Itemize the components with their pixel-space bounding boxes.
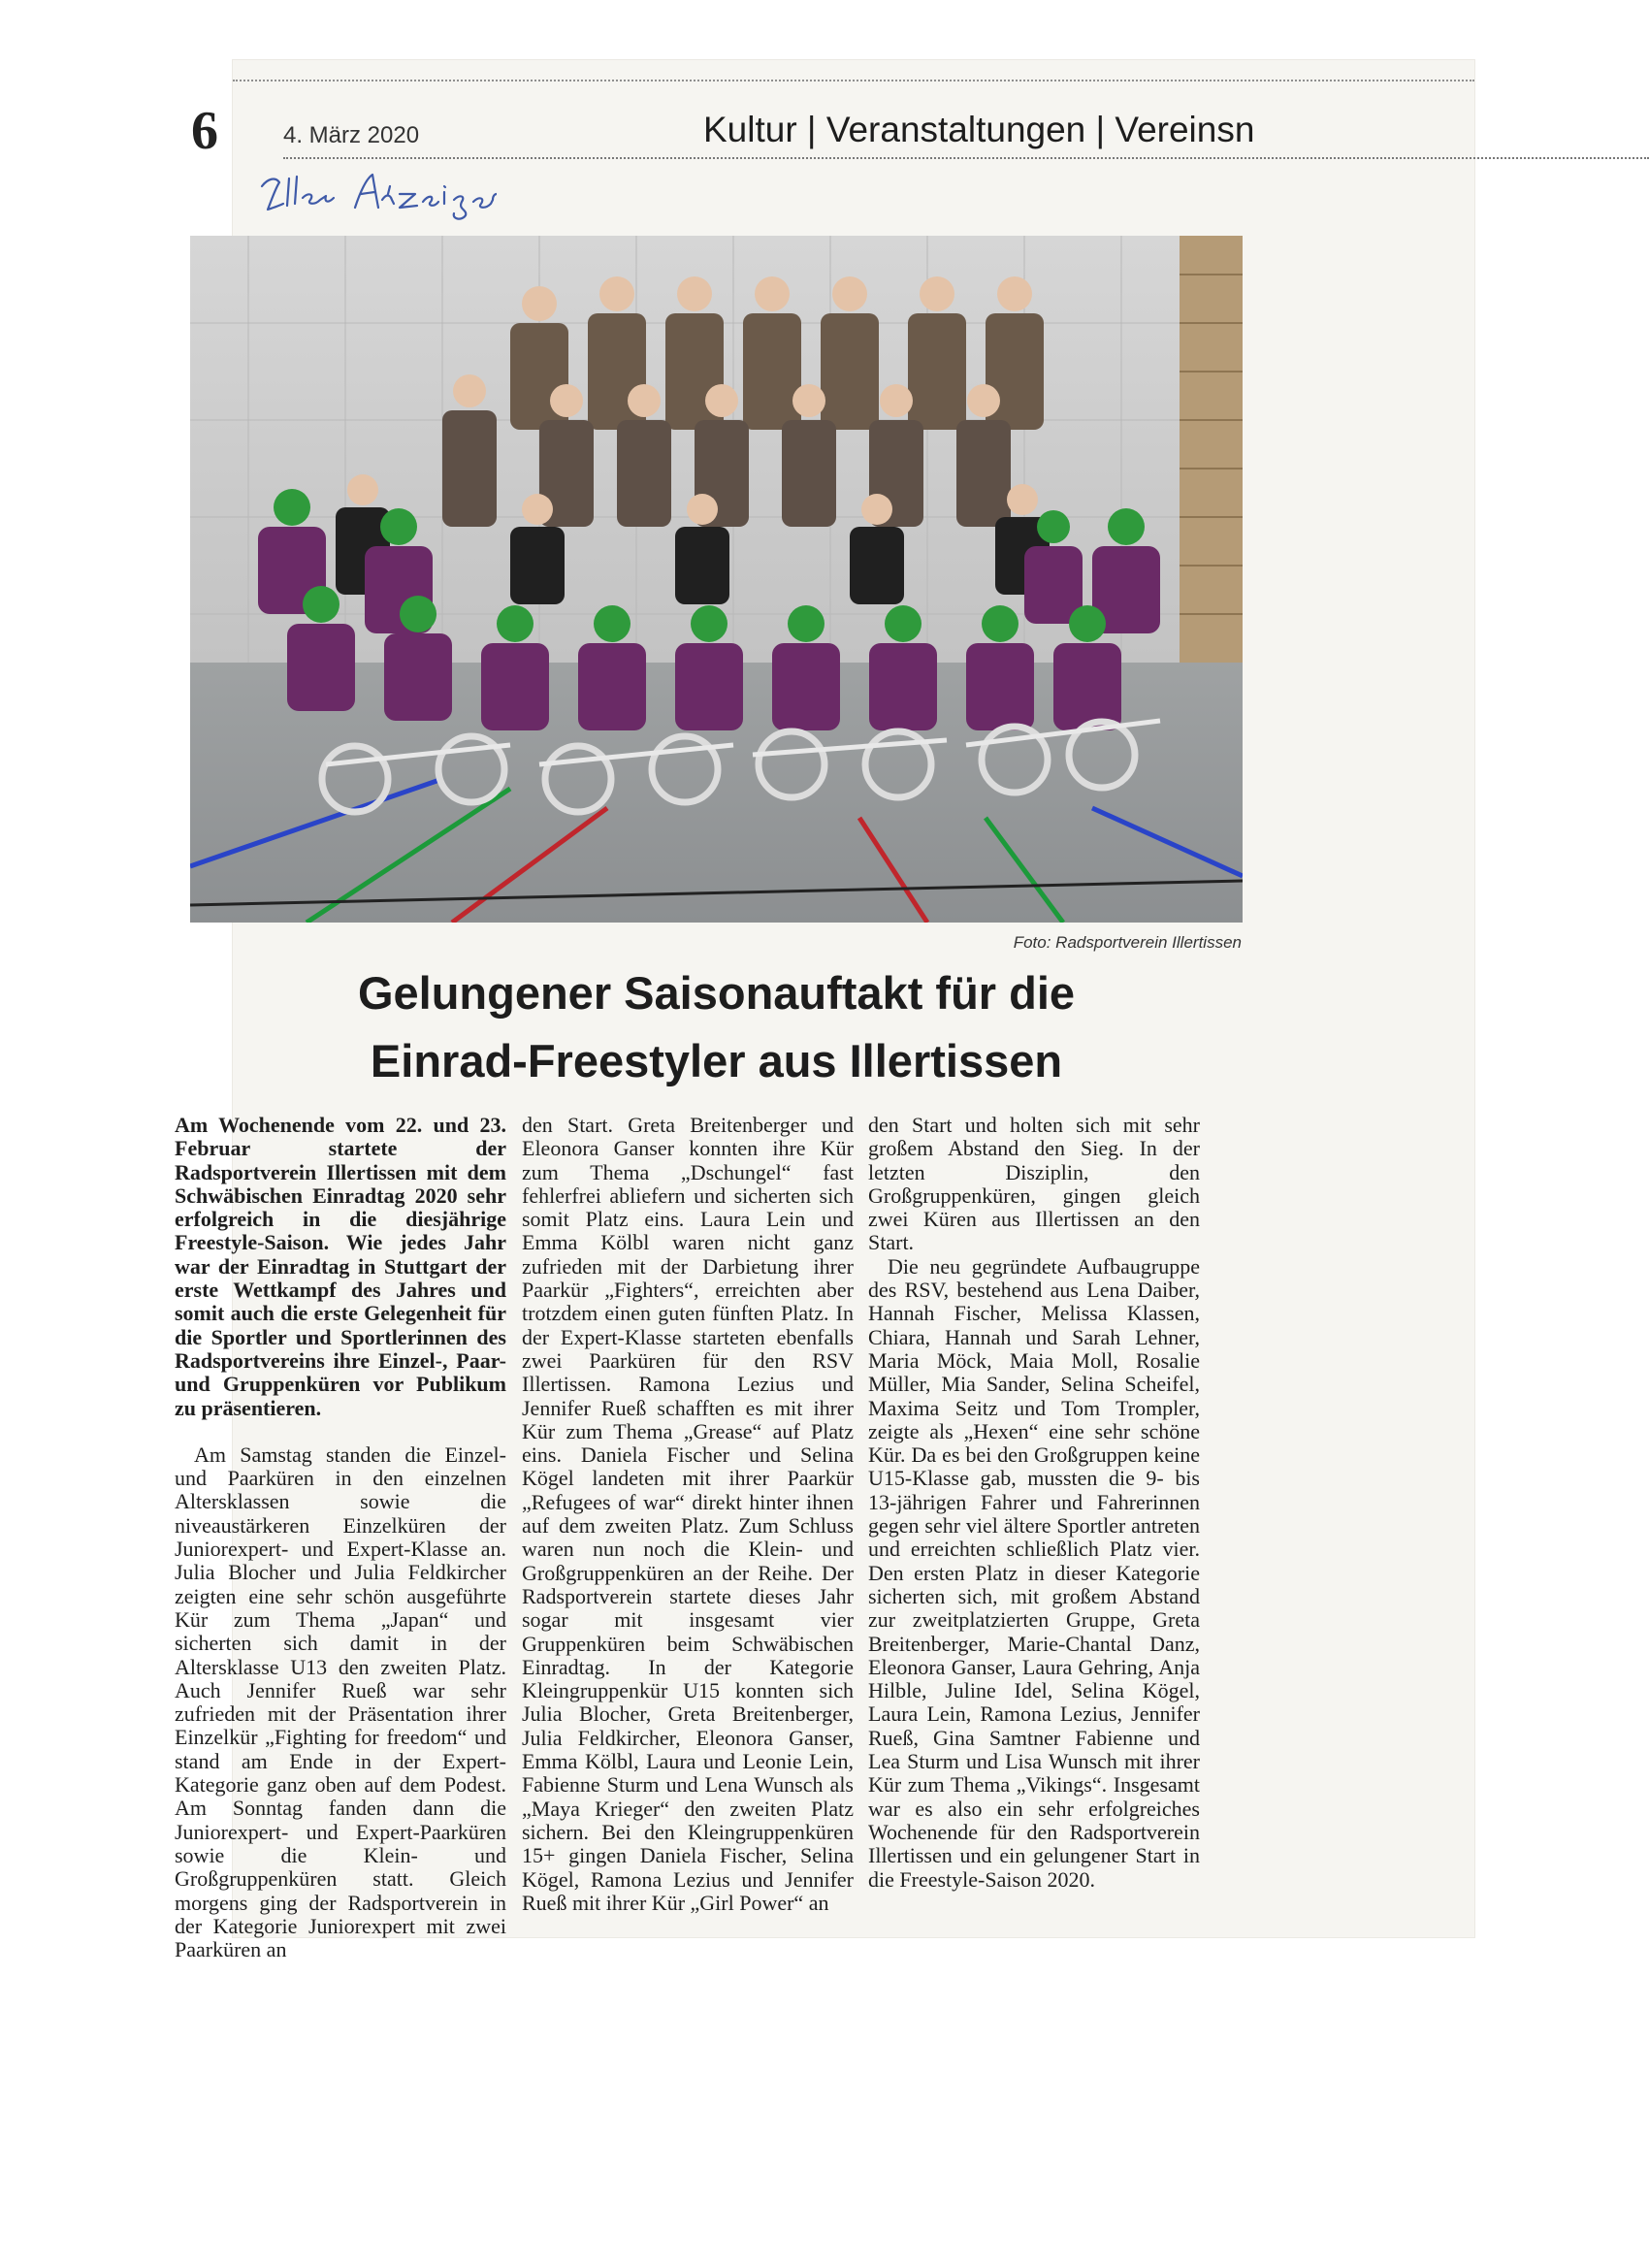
article-column-1 — [175, 1114, 506, 1961]
headline-line-2: Einrad-Freestyler aus Illertissen — [370, 1035, 1063, 1086]
publication-date: 4. März 2020 — [283, 122, 420, 148]
article-lead: Am Wochenende vom 22. und 23. Februar startete der Radsportverein Illertissen mit dem Schwäbischen Einradtag 2020 sehr erfolgreich in die diesjährige Freestyle-Saison. Wie jedes Jahr war der Einradtag in Stuttgart der erste Wettkampf des Jahres und somit auch die erste Gelegenheit für die Sportler und Sportlerinnen des Radsportvereins ihre Einzel-, Paar- und Gruppenküren vor Publikum zu präsentieren. — [175, 1113, 506, 1420]
group-photo-icon — [190, 236, 1243, 923]
page-number: 6 — [191, 101, 218, 161]
article-paragraph: den Start und holten sich mit sehr großem Abstand den Sieg. In der letzten Disziplin, den Großgruppenküren, gingen gleich zwei Küren aus Illertissen an den Start. — [868, 1113, 1200, 1255]
handwritten-note-signature-icon — [254, 165, 497, 223]
article-paragraph: Die neu gegründete Aufbaugruppe des RSV, bestehend aus Lena Daiber, Hannah Fischer, Melissa Klassen, Chiara, Hannah und Sarah Lehner, Maria Möck, Maia Moll, Rosalie Müller, Mia Sander, Selina Scheifel, Maxima Seitz und Tom Trompler, zeigte als „Hexen“ eine sehr schöne Kür. Da es bei den Großgruppen keine U15-Klasse gab, mussten die 9- bis 13-jährigen Fahrer und Fahrerinnen gegen sehr viel ältere Sportler antreten und erreichten schließlich Platz vier. Den ersten Platz in dieser Kategorie sicherten sich, mit großem Abstand zur zweitplatzierten Gruppe, Greta Breitenberger, Marie-Chantal Danz, Eleonora Ganser, Laura Gehring, Anja Hilble, Juline Idel, Selina Kögel, Laura Lein, Ramona Lezius, Jennifer Rueß, Gina Samtner Fabienne und Lea Sturm und Lisa Wunsch mit ihrer Kür zum Thema „Vikings“. Insgesamt war es also ein sehr erfolgreiches Wochenende für den Radsportverein Illertissen und ein gelungener Start in die Freestyle-Saison 2020. — [868, 1253, 1200, 1892]
top-dotted-rule — [233, 80, 1474, 81]
headline-line-1: Gelungener Saisonauftakt für die — [357, 967, 1076, 1019]
photo-credit: Foto: Radsportverein Illertissen — [1013, 933, 1242, 952]
handwritten-note — [254, 165, 497, 223]
section-title: Kultur | Veranstaltungen | Vereinsn — [703, 110, 1255, 149]
article-column-2 — [522, 1114, 854, 1915]
article-paragraph: den Start. Greta Breitenberger und Eleonora Ganser konnten ihre Kür zum Thema „Dschungel“ fast fehlerfrei abliefern und sicherten sich somit Platz eins. Laura Lein und Emma Kölbl waren nicht ganz zufrieden mit der Darbietung ihrer Paarkür „Fighters“, erreichten aber trotzdem einen guten fünften Platz. In der Expert-Klasse starteten ebenfalls zwei Paarküren für den RSV Illertissen. Ramona Lezius und Jennifer Rueß schafften es mit ihrer Kür zum Thema „Grease“ auf Platz eins. Daniela Fischer und Selina Kögel landeten mit ihrer Paarkür „Refugees of war“ direkt hinter ihnen auf dem zweiten Platz. Zum Schluss waren nun noch die Klein- und Großgruppenküren an der Reihe. Der Radsportverein startete dieses Jahr sogar mit insgesamt vier Gruppenküren beim Schwäbischen Einradtag. In der Kategorie Kleingruppenkür U15 konnten sich Julia Blocher, Greta Breitenberger, Julia Feldkircher, Eleonora Ganser, Emma Kölbl, Laura und Leonie Lein, Fabienne Sturm und Lena Wunsch als „Maya Krieger“ den zweiten Platz sichern. Bei den Kleingruppenküren 15+ gingen Daniela Fischer, Selina Kögel, Ramona Lezius und Jennifer Rueß mit ihrer Kür „Girl Power“ an — [522, 1113, 854, 1915]
header-dotted-rule — [283, 157, 1649, 159]
article-paragraph: Am Samstag standen die Einzel- und Paarküren in den einzelnen Altersklassen sowie die niveaustärkeren Einzelküren der Juniorexpert- und Expert-Klasse an. Julia Blocher und Julia Feldkircher zeigten eine sehr schön ausgeführte Kür zum Thema „Japan“ und sicherten sich damit in der Altersklasse U13 den zweiten Platz. Auch Jennifer Rueß war sehr zufrieden mit der Präsentation ihrer Einzelkür „Fighting for freedom“ und stand am Ende in der Expert-Kategorie ganz oben auf dem Podest. Am Sonntag fanden dann die Juniorexpert- und Expert-Paarküren sowie die Klein- und Großgruppenküren statt. Gleich morgens ging der Radsportverein in der Kategorie Juniorexpert mit zwei Paarküren an — [175, 1442, 506, 1962]
article-column-3 — [868, 1114, 1200, 1892]
group-photo — [190, 236, 1243, 923]
